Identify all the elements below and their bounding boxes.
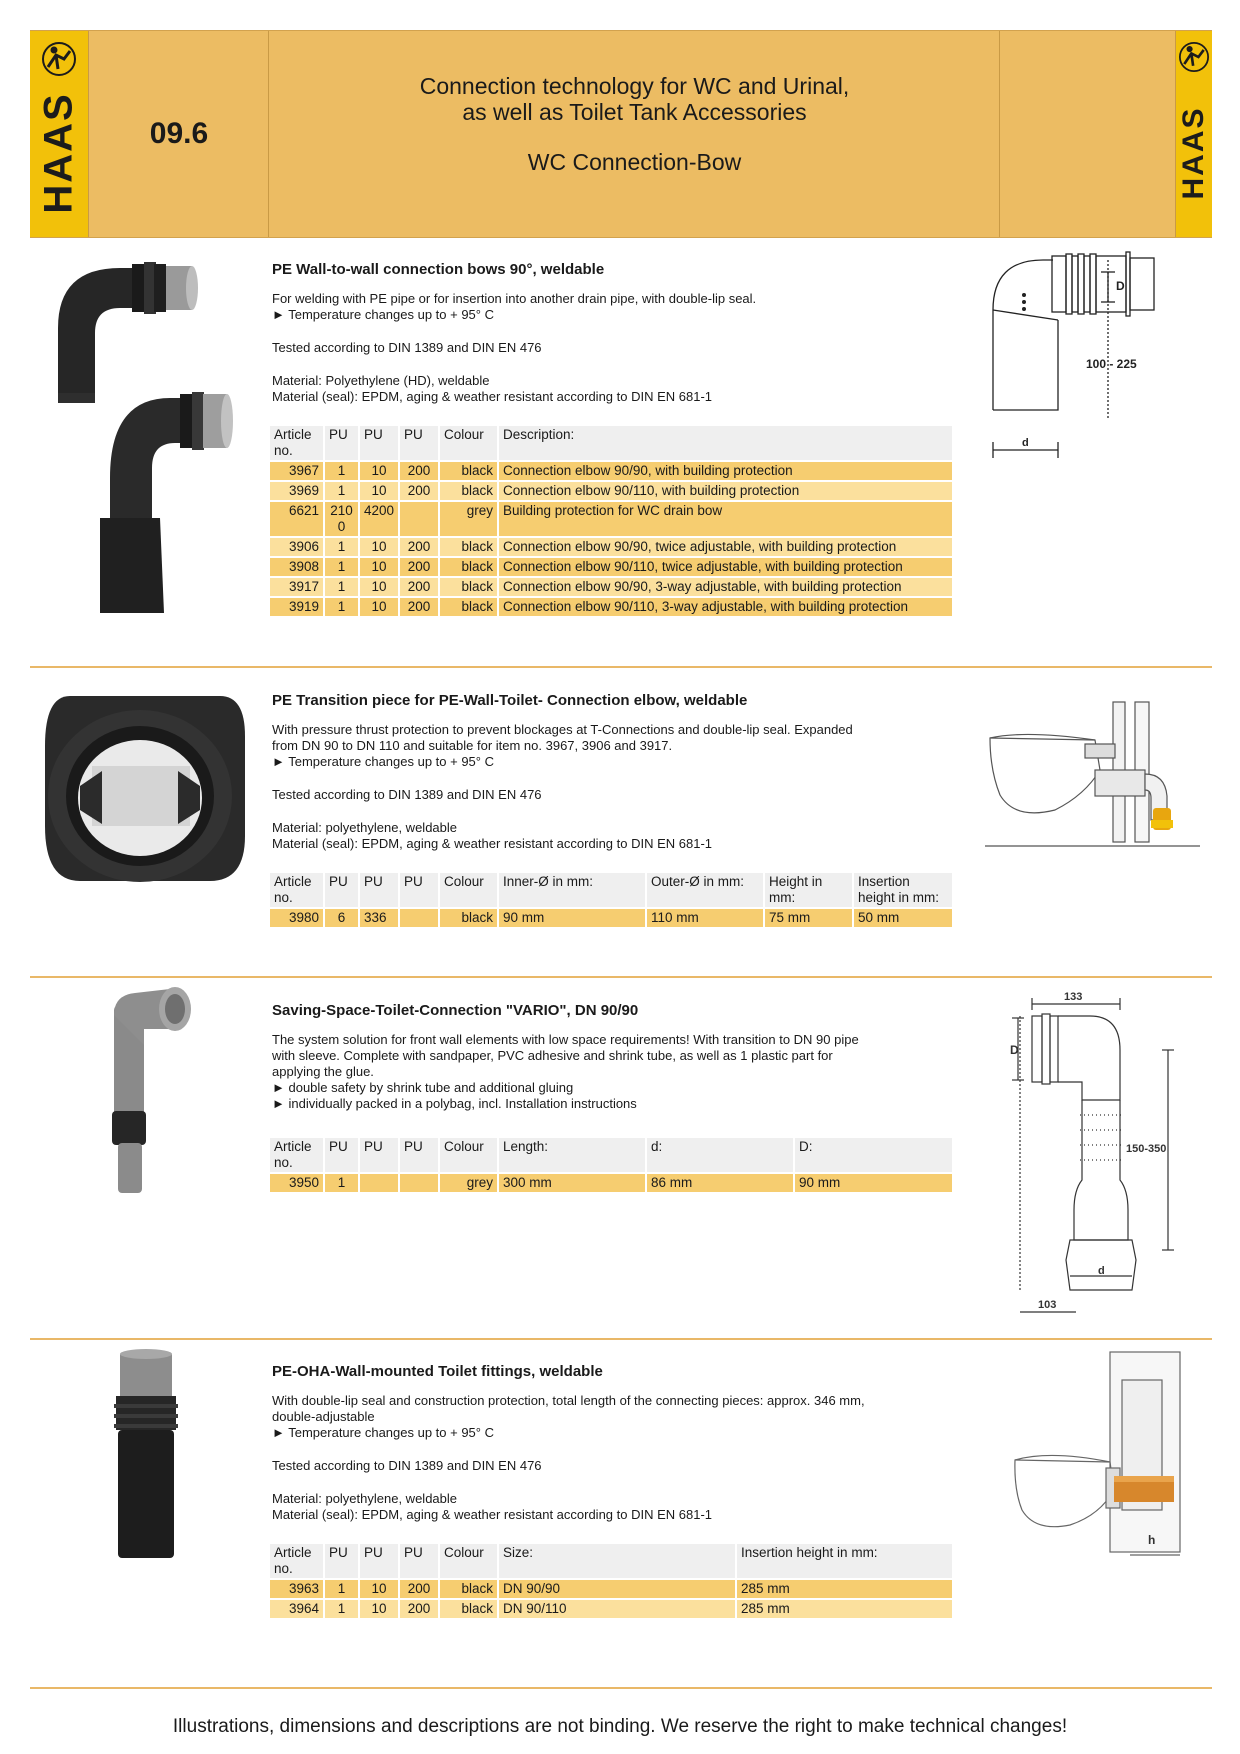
table-row: 3917 1 10 200 black Connection elbow 90/90, 3-way adjustable, with building protection bbox=[270, 578, 952, 596]
description-line: with sleeve. Complete with sandpaper, PVC adhesive and shrink tube, as well as 1 plastic part for bbox=[272, 1048, 833, 1063]
test-standard-line: Tested according to DIN 1389 and DIN EN 476 bbox=[272, 787, 542, 802]
material-line: Material: polyethylene, weldable bbox=[272, 820, 457, 835]
description-line: For welding with PE pipe or for insertion into another drain pipe, with double-lip seal. bbox=[272, 291, 757, 306]
description-line: double-adjustable bbox=[272, 1409, 375, 1424]
feature-line: ► Temperature changes up to + 95° C bbox=[272, 307, 494, 322]
section-title: PE Wall-to-wall connection bows 90°, weldable bbox=[272, 261, 605, 278]
column-header: Article no. bbox=[270, 873, 323, 907]
feature-line: ► Temperature changes up to + 95° C bbox=[272, 1425, 494, 1440]
table-row: 3950 1 grey 300 mm 86 mm 90 mm bbox=[270, 1174, 952, 1192]
column-header: PU bbox=[325, 873, 358, 907]
column-header: Inner-Ø in mm: bbox=[499, 873, 645, 907]
description-line: from DN 90 to DN 110 and suitable for item no. 3967, 3906 and 3917. bbox=[272, 738, 673, 753]
wall-mounted-fitting-photo bbox=[100, 1346, 210, 1566]
column-header: PU bbox=[325, 1138, 358, 1172]
dimension-label: 150-350 bbox=[1126, 1143, 1167, 1155]
article-table bbox=[268, 1136, 954, 1194]
column-header: PU bbox=[360, 426, 398, 460]
description-line: With pressure thrust protection to prevent blockages at T-Connections and double-lip seal. Expanded bbox=[272, 722, 853, 737]
description-line: With double-lip seal and construction protection, total length of the connecting pieces: approx. 346 mm, bbox=[272, 1393, 865, 1408]
table-row: 3967 1 10 200 black Connection elbow 90/90, with building protection bbox=[270, 462, 952, 480]
page-subtitle: WC Connection-Bow bbox=[527, 149, 742, 175]
section-divider bbox=[30, 666, 1212, 668]
table-header-row bbox=[270, 1544, 952, 1578]
section-divider bbox=[30, 1338, 1212, 1340]
dimension-label: d bbox=[1022, 437, 1029, 449]
plumber-figure-icon bbox=[1179, 41, 1209, 73]
article-table bbox=[268, 424, 954, 618]
seal-material-line: Material (seal): EPDM, aging & weather resistant according to DIN EN 681-1 bbox=[272, 389, 713, 404]
column-header: Colour bbox=[440, 1138, 497, 1172]
dimension-label: 133 bbox=[1064, 991, 1083, 1003]
table-row: 3963 1 10 200 black DN 90/90 285 mm bbox=[270, 1580, 952, 1598]
column-header: PU bbox=[400, 426, 438, 460]
haas-logo-left bbox=[30, 31, 88, 237]
seal-material-line: Material (seal): EPDM, aging & weather resistant according to DIN EN 681-1 bbox=[272, 1507, 713, 1522]
page-header bbox=[30, 30, 1212, 238]
plumber-figure-icon bbox=[42, 41, 76, 77]
dimension-label: 103 bbox=[1038, 1299, 1057, 1311]
logo-text: HAAS bbox=[1177, 106, 1210, 200]
table-row: 3908 1 10 200 black Connection elbow 90/110, twice adjustable, with building protection bbox=[270, 558, 952, 576]
column-header: Height in mm: bbox=[765, 873, 852, 907]
seal-material-line: Material (seal): EPDM, aging & weather resistant according to DIN EN 681-1 bbox=[272, 836, 713, 851]
footer-divider bbox=[30, 1687, 1212, 1689]
column-header: PU bbox=[360, 1138, 398, 1172]
title-cell bbox=[269, 31, 1000, 237]
dimension-label: D bbox=[1010, 1043, 1019, 1057]
title-line-1: Connection technology for WC and Urinal, bbox=[419, 73, 850, 99]
vario-dimension-diagram bbox=[1010, 990, 1180, 1320]
transition-installation-diagram bbox=[985, 700, 1200, 850]
dimension-label: 100 - 225 bbox=[1086, 357, 1137, 371]
dimension-label: h bbox=[1148, 1533, 1156, 1547]
column-header: Description: bbox=[499, 426, 952, 460]
description-line: applying the glue. bbox=[272, 1064, 374, 1079]
transition-piece-photo bbox=[40, 676, 250, 896]
article-table bbox=[268, 871, 954, 929]
footer-disclaimer: Illustrations, dimensions and descriptions are not binding. We reserve the right to make technical changes! bbox=[172, 1716, 1068, 1737]
connection-bow-diagram bbox=[988, 250, 1208, 470]
column-header: d: bbox=[647, 1138, 793, 1172]
test-standard-line: Tested according to DIN 1389 and DIN EN 476 bbox=[272, 1458, 542, 1473]
column-header: Length: bbox=[499, 1138, 645, 1172]
section-divider bbox=[30, 976, 1212, 978]
column-header: D: bbox=[795, 1138, 952, 1172]
column-header: Article no. bbox=[270, 1544, 323, 1578]
dimension-label: d bbox=[1098, 1265, 1105, 1277]
column-header: Colour bbox=[440, 873, 497, 907]
section-number: 09.6 bbox=[149, 117, 209, 150]
material-line: Material: polyethylene, weldable bbox=[272, 1491, 457, 1506]
table-row: 3906 1 10 200 black Connection elbow 90/90, twice adjustable, with building protection bbox=[270, 538, 952, 556]
test-standard-line: Tested according to DIN 1389 and DIN EN 476 bbox=[272, 340, 542, 355]
table-row: 3969 1 10 200 black Connection elbow 90/110, with building protection bbox=[270, 482, 952, 500]
section-title: PE-OHA-Wall-mounted Toilet fittings, weldable bbox=[272, 1363, 603, 1380]
description-line: The system solution for front wall elements with low space requirements! With transition to DN 90 pipe bbox=[272, 1032, 859, 1047]
column-header: Outer-Ø in mm: bbox=[647, 873, 763, 907]
column-header: PU bbox=[400, 1138, 438, 1172]
column-header: PU bbox=[400, 873, 438, 907]
table-header-row bbox=[270, 1138, 952, 1172]
table-row: 3919 1 10 200 black Connection elbow 90/110, 3-way adjustable, with building protection bbox=[270, 598, 952, 616]
section-title: Saving-Space-Toilet-Connection "VARIO", DN 90/90 bbox=[272, 1002, 639, 1019]
column-header: PU bbox=[360, 1544, 398, 1578]
table-header-row bbox=[270, 426, 952, 460]
column-header: PU bbox=[360, 873, 398, 907]
section-number-cell bbox=[89, 31, 269, 237]
column-header: Colour bbox=[440, 1544, 497, 1578]
haas-logo-right bbox=[1176, 31, 1212, 237]
article-table bbox=[268, 1542, 954, 1620]
column-header: PU bbox=[325, 1544, 358, 1578]
dimension-label: D bbox=[1116, 279, 1125, 293]
table-header-row bbox=[270, 873, 952, 907]
material-line: Material: Polyethylene (HD), weldable bbox=[272, 373, 490, 388]
wall-mounted-installation-diagram bbox=[1010, 1350, 1200, 1570]
table-row: 3980 6 336 black 90 mm 110 mm 75 mm 50 mm bbox=[270, 909, 952, 927]
section-title: PE Transition piece for PE-Wall-Toilet- Connection elbow, weldable bbox=[272, 692, 748, 709]
table-row: 6621 2100 4200 grey Building protection for WC drain bow bbox=[270, 502, 952, 536]
column-header: Size: bbox=[499, 1544, 735, 1578]
logo-text: HAAS bbox=[36, 92, 81, 214]
column-header: Article no. bbox=[270, 426, 323, 460]
column-header: Insertion height in mm: bbox=[854, 873, 952, 907]
table-row: 3964 1 10 200 black DN 90/110 285 mm bbox=[270, 1600, 952, 1618]
feature-line: ► double safety by shrink tube and additional gluing bbox=[272, 1080, 574, 1095]
feature-line: ► individually packed in a polybag, incl. Installation instructions bbox=[272, 1096, 637, 1111]
column-header: PU bbox=[400, 1544, 438, 1578]
feature-line: ► Temperature changes up to + 95° C bbox=[272, 754, 494, 769]
column-header: Colour bbox=[440, 426, 497, 460]
column-header: PU bbox=[325, 426, 358, 460]
column-header: Article no. bbox=[270, 1138, 323, 1172]
column-header: Insertion height in mm: bbox=[737, 1544, 952, 1578]
vario-connection-photo bbox=[100, 985, 210, 1205]
title-line-2: as well as Toilet Tank Accessories bbox=[462, 99, 807, 125]
connection-bow-photo bbox=[40, 248, 240, 628]
